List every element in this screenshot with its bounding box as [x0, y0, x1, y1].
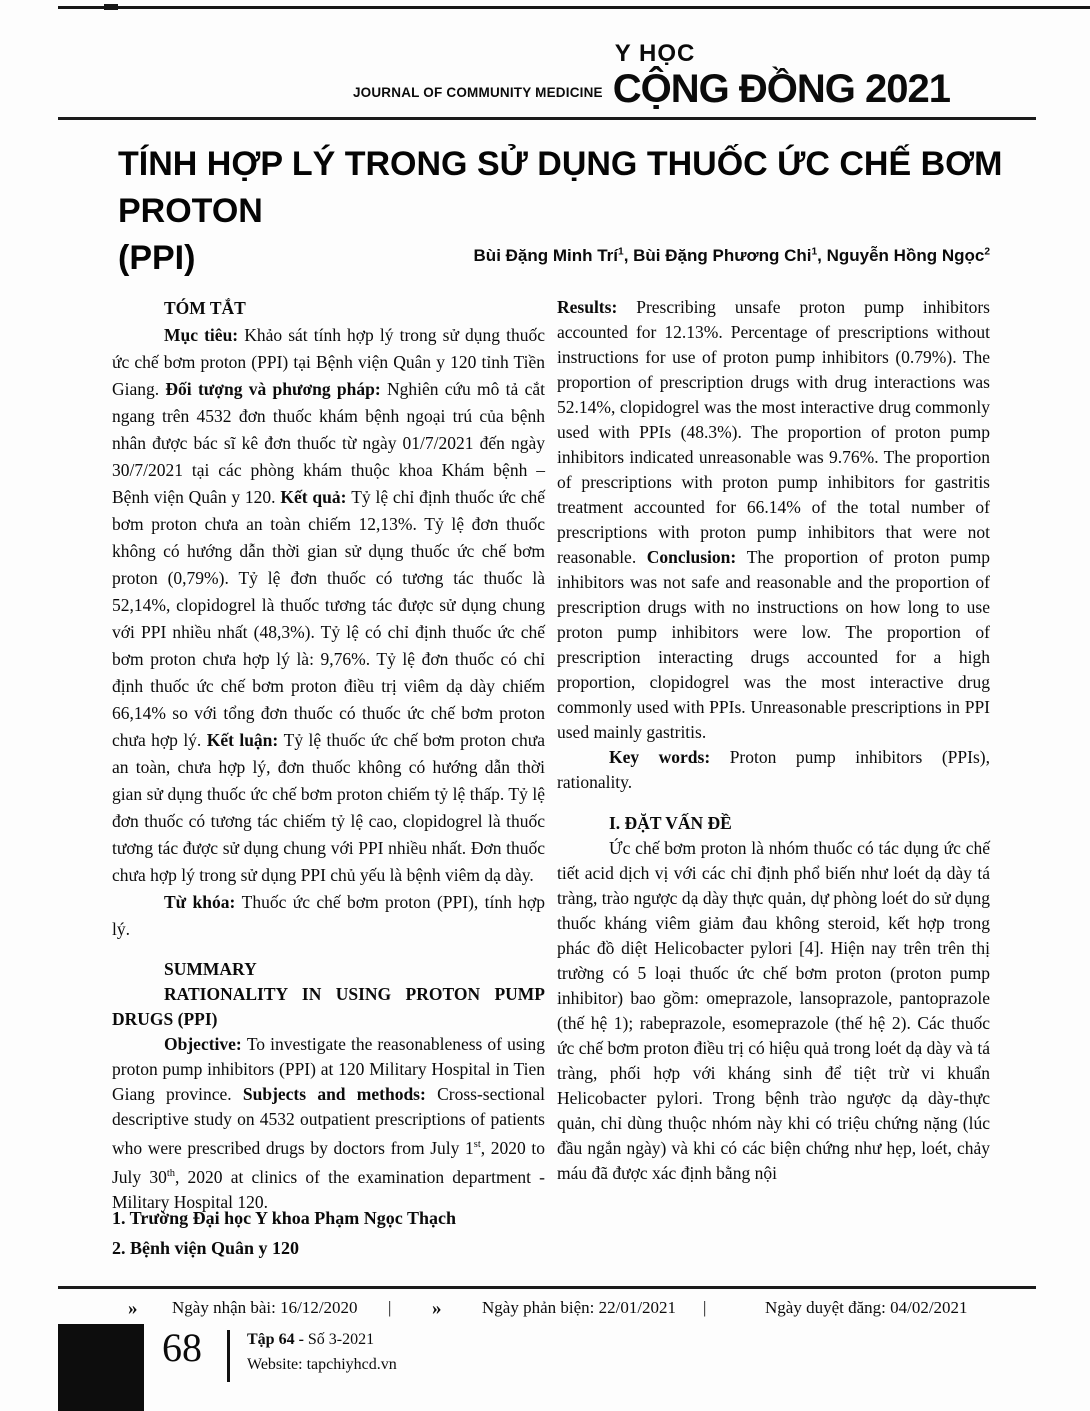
chevron-right-icon: »: [128, 1298, 138, 1319]
page-number: 68: [162, 1325, 202, 1370]
date-reviewed: Ngày phản biện: 22/01/2021: [482, 1298, 677, 1317]
corner-print-mark: [58, 1324, 144, 1411]
issue-label: Số 3-2021: [307, 1331, 375, 1348]
date-separator-2: |: [703, 1298, 707, 1317]
abstract-paragraph: Mục tiêu: Khảo sát tính hợp lý trong sử dụng thuốc ức chế bơm proton (PPI) tại Bệnh viện Quân y 120 tỉnh Tiền Giang. Đối tượng và phương pháp: Nghiên cứu mô tả cắt ngang trên 4532 đơn thuốc khám bệnh ngoại trú của bệnh nhân được bác sĩ kê đơn thuốc từ ngày 01/7/2021 đến ngày 30/7/2021 tại các phòng khám thuộc khoa Khám bệnh – Bệnh viện Quân y 120. Kết quả: Tỷ lệ chỉ định thuốc ức chế bơm proton chưa an toàn chiếm 12,13%. Tỷ lệ đơn thuốc không có hướng dẫn thời gian sử dụng thuốc ức chế bơm proton (0,79%). Tỷ lệ đơn thuốc có tương tác thuốc là 52,14%, clopidogrel là thuốc tương tác được sử dụng chung với PPI nhiều nhất (48,3%). Tỷ lệ có chỉ định thuốc ức chế bơm proton chưa hợp lý là: 9,76%. Tỷ lệ đơn thuốc có chỉ định thuốc ức chế bơm proton điều trị viêm dạ dày chiếm 66,14% so với tổng đơn thuốc có thuốc ức chế bơm proton chưa hợp lý. Kết luận: Tỷ lệ thuốc ức chế bơm proton chưa an toàn, chưa hợp lý, đơn thuốc không có hướng dẫn thời gian sử dụng thuốc ức chế bơm proton chiếm tỷ lệ thấp. Tỷ lệ đơn thuốc có tương tác chiếm tỷ lệ cao, clopidogrel là thuốc tương tác được sử dụng chung với PPI nhiều nhất. Đơn thuốc chưa hợp lý trong sử dụng PPI chủ yếu là bệnh viêm dạ dày.: [112, 325, 545, 885]
journal-logo: [613, 42, 950, 109]
summary-title: RATIONALITY IN USING PROTON PUMP DRUGS (PPI): [112, 984, 545, 1029]
article-body: [112, 295, 990, 1215]
journal-year: 2021: [865, 67, 950, 111]
results-paragraph: Results: Prescribing unsafe proton pump inhibitors accounted for 12.13%. Percentage of prescriptions without instructions for use of proton pump inhibitors (0.79%). The proportion of prescription drugs with drug interactions was 52.14%, clopidogrel was the most interactive drug commonly used with PPIs (48.3%). The proportion of proton pump inhibitors indicated unreasonable was 9.76%. The proportion of prescriptions with proton pump inhibitors for gastritis treatment accounted for 66.14% of the total number of prescriptions with proton pump inhibitors that were not reasonable. Conclusion: The proportion of proton pump inhibitors was not safe and reasonable and the proportion of prescription drugs with no instructions on how long to use proton pump inhibitors were low. The proportion of prescription interacting drugs accounted for a high proportion, clopidogrel was the most interactive drug commonly used with PPIs. Unreasonable prescriptions in PPI used mainly gastritis.: [557, 297, 990, 742]
masthead-divider-line: [58, 117, 1036, 120]
chevron-right-icon: »: [432, 1298, 442, 1319]
top-border-line: [58, 6, 1090, 9]
affiliations: [112, 1203, 456, 1263]
authors-line: Bùi Đặng Minh Trí$^1$, Bùi Đặng Phương Chi$^1$, Nguyễn Hồng Ngọc$^2$: [473, 246, 990, 265]
journal-name-vi-main: [613, 69, 950, 109]
website-label: Website: tapchiyhcd.vn: [247, 1356, 397, 1373]
affiliation-2: 2. Bệnh viện Quân y 120: [112, 1238, 300, 1258]
article-title-line2: (PPI): [118, 239, 196, 277]
journal-name-vi-top: Y HỌC: [614, 40, 696, 67]
volume-info: [247, 1327, 397, 1377]
journal-masthead: [353, 42, 950, 109]
left-column: [112, 295, 545, 1215]
abstract-keywords-paragraph: Từ khóa: Thuốc ức chế bơm proton (PPI), tính hợp lý.: [112, 892, 545, 939]
introduction-heading: I. ĐẶT VẤN ĐỀ: [609, 813, 732, 833]
date-accepted: Ngày duyệt đăng: 04/02/2021: [765, 1298, 968, 1317]
abstract-heading: TÓM TẮT: [164, 298, 246, 318]
journal-name-vi-main-text: CỘNG ĐỒNG: [612, 67, 855, 111]
article-title-line1: TÍNH HỢP LÝ TRONG SỬ DỤNG THUỐC ỨC CHẾ BƠM PROTON: [118, 145, 1003, 230]
footer-divider-line: [58, 1286, 1036, 1289]
volume-label: Tập 64 -: [247, 1331, 308, 1348]
journal-name-en: JOURNAL OF COMMUNITY MEDICINE: [352, 85, 603, 100]
top-border-notch: [104, 4, 118, 10]
affiliation-1: 1. Trường Đại học Y khoa Phạm Ngọc Thạch: [112, 1208, 456, 1228]
introduction-paragraph: Ức chế bơm proton là nhóm thuốc có tác dụng ức chế tiết acid dịch vị với các chỉ định phổ biến như loét dạ dày tá tràng, trào ngược dạ dày thực quản, dự phòng loét do sử dụng thuốc kháng viêm giảm đau không steroid, kết hợp trong phác đồ diệt Helicobacter pylori [4]. Hiện nay trên trên thị trường có 5 loại thuốc ức chế bơm proton (proton pump inhibitor) bao gồm: omeprazole, lansoprazole, pantoprazole (thế hệ 1); rabeprazole, esomeprazole (thế hệ 2). Các thuốc ức chế bơm proton điều trị có hiệu quả trong loét dạ dày và tá tràng, phối hợp với kháng sinh để tiệt trừ vi khuẩn Helicobacter pylori. Trong bệnh trào ngược dạ dày-thực quản, chỉ dùng thuộc nhóm này khi có triệu chứng nặng (lúc đầu ngắn ngày) và khi có các biện chứng như hẹp, loét, chảy máu đã được xác định bằng nội: [557, 838, 990, 1183]
summary-heading: SUMMARY: [164, 959, 257, 979]
volume-issue-line: [247, 1327, 397, 1352]
page-number-divider: [227, 1330, 230, 1382]
date-separator-1: |: [388, 1298, 392, 1317]
keywords-en-paragraph: Key words: Proton pump inhibitors (PPIs), rationality.: [557, 747, 990, 792]
objective-paragraph: Objective: To investigate the reasonableness of using proton pump inhibitors (PPI) at 120 Military Hospital in Tien Giang province. Subjects and methods: Cross-sectional descriptive study on 4532 outpatient prescriptions of patients who were prescribed drugs by doctors from July 1st, 2020 to July 30th, 2020 at clinics of the examination department - Military Hospital 120.: [112, 1034, 545, 1212]
right-column: [557, 295, 990, 1215]
date-received: Ngày nhận bài: 16/12/2020: [172, 1298, 358, 1317]
